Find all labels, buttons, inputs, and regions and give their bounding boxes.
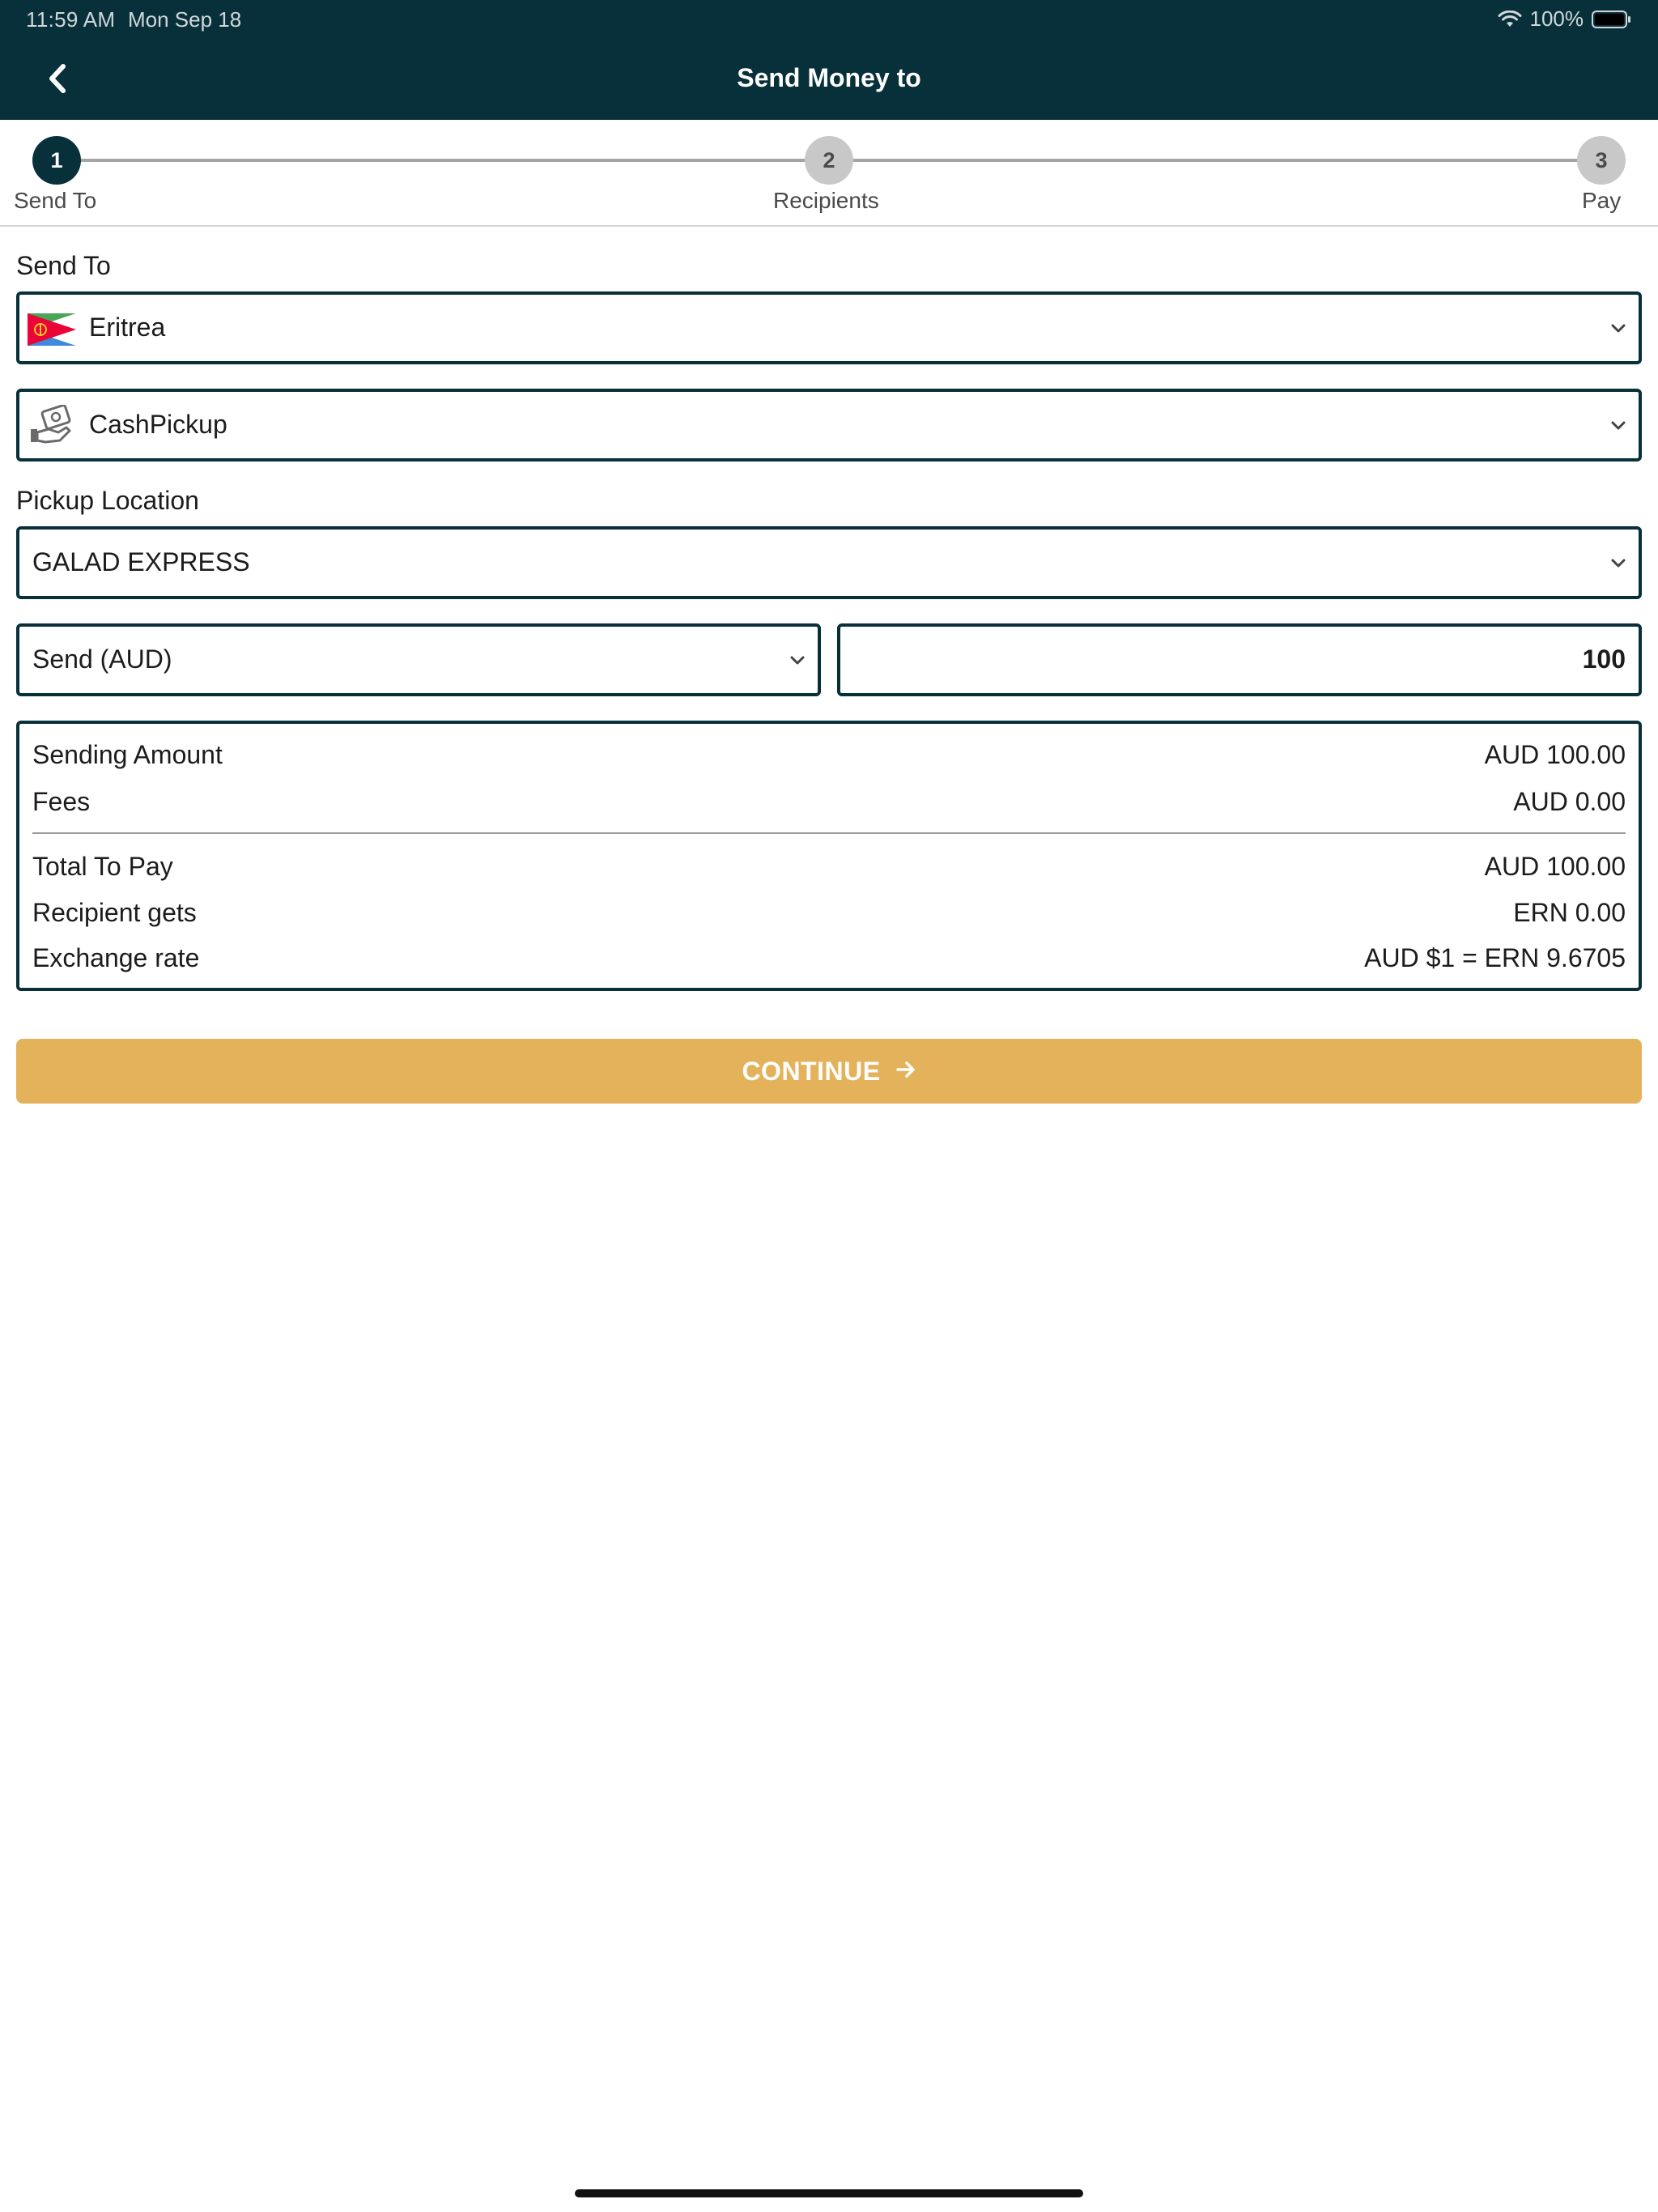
summary-value: ERN 0.00 (1513, 898, 1626, 927)
battery-percent: 100% (1529, 6, 1584, 31)
step-3-label: Pay (1582, 188, 1622, 213)
cash-pickup-icon (29, 405, 74, 445)
payment-summary (16, 721, 1642, 991)
home-indicator[interactable] (575, 2189, 1083, 2197)
step-2-label: Recipients (773, 188, 879, 213)
delivery-method-select[interactable] (16, 389, 1642, 462)
chevron-down-icon (1609, 554, 1627, 572)
chevron-down-icon (789, 651, 806, 669)
summary-value: AUD $1 = ERN 9.6705 (1364, 943, 1626, 972)
delivery-method-value: CashPickup (89, 410, 227, 439)
step-2-circle: 2 (805, 136, 853, 185)
summary-row-fees (32, 787, 1626, 817)
step-3-circle: 3 (1577, 136, 1626, 185)
chevron-down-icon (1609, 416, 1627, 434)
page-title: Send Money to (737, 63, 921, 92)
country-select[interactable] (16, 291, 1642, 364)
summary-label: Total To Pay (32, 852, 173, 881)
summary-label: Recipient gets (32, 898, 197, 927)
status-indicators (1498, 6, 1633, 32)
summary-row-exchange-rate (32, 943, 1626, 973)
country-value: Eritrea (89, 313, 166, 342)
summary-value: AUD 100.00 (1484, 852, 1626, 881)
summary-label: Sending Amount (32, 740, 223, 769)
summary-divider (32, 832, 1626, 834)
summary-row-recipient-gets (32, 898, 1626, 928)
summary-value: AUD 0.00 (1513, 787, 1626, 816)
pickup-location-label: Pickup Location (16, 486, 199, 515)
summary-row-sending-amount (32, 740, 1626, 770)
summary-label: Exchange rate (32, 943, 200, 972)
eritrea-flag-icon (28, 313, 76, 346)
summary-row-total (32, 852, 1626, 882)
battery-icon (1592, 10, 1632, 29)
status-time: 11:59 AM (26, 7, 116, 32)
step-1-circle: 1 (32, 136, 81, 185)
step-1-label: Send To (14, 188, 97, 213)
amount-input[interactable] (837, 623, 1642, 696)
send-to-label: Send To (16, 251, 111, 280)
arrow-right-icon (895, 1059, 916, 1084)
summary-label: Fees (32, 787, 91, 816)
continue-button[interactable] (16, 1039, 1642, 1104)
pickup-location-value: GALAD EXPRESS (32, 547, 250, 576)
send-currency-select[interactable] (16, 623, 821, 696)
amount-value: 100 (1582, 644, 1626, 674)
summary-value: AUD 100.00 (1484, 740, 1626, 769)
continue-label: CONTINUE (742, 1056, 881, 1086)
status-bar (0, 0, 1658, 40)
pickup-location-select[interactable] (16, 526, 1642, 599)
status-date: Mon Sep 18 (128, 7, 242, 32)
chevron-down-icon (1609, 319, 1627, 337)
progress-stepper (0, 120, 1658, 227)
wifi-icon (1498, 11, 1522, 28)
app-header (0, 0, 1658, 120)
send-currency-value: Send (AUD) (32, 644, 172, 674)
